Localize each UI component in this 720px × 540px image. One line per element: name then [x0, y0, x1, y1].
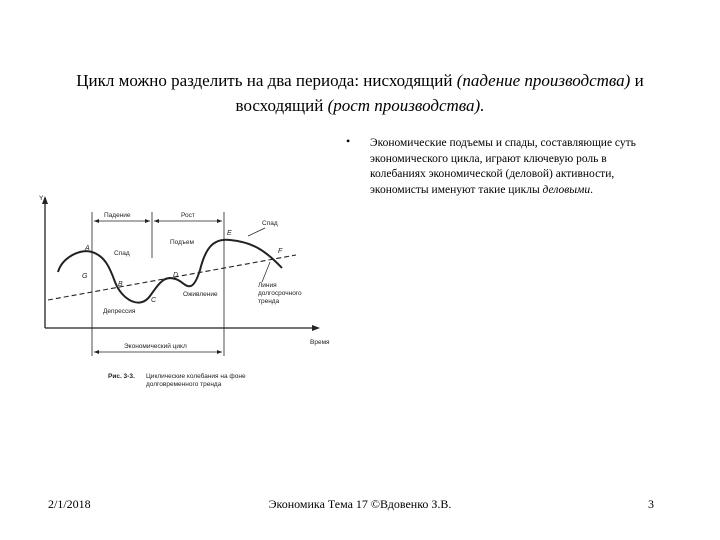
bullet-marker: •: [346, 134, 351, 148]
label-ozhivlenie: Оживление: [183, 291, 218, 298]
title-italic-1: (падение производства): [456, 71, 631, 90]
point-d: D: [173, 272, 179, 279]
point-c: C: [151, 297, 157, 304]
title-text-2: и восходящий: [235, 71, 644, 115]
phase-growth-label: Рост: [181, 212, 195, 219]
bullet-text-main: Экономические подъемы и спады, составляющие суть экономического цикла, играют ключевую роль в колебаниях экономической (деловой) активности, экономисты именуют такие циклы: [370, 137, 636, 196]
decline-arrow-head-l: [94, 219, 99, 223]
decline-arrow-head-r: [145, 219, 150, 223]
label-podyem: Подъем: [170, 239, 194, 246]
label-spad-left: Спад: [114, 250, 130, 257]
point-g: G: [82, 273, 88, 280]
label-trend-1: Линия: [258, 282, 277, 289]
point-a: A: [85, 245, 90, 252]
cycle-arrow-head-r: [217, 350, 222, 354]
y-axis-label: Y: [39, 195, 44, 202]
x-axis-arrow: [312, 325, 320, 331]
bullet-text-end: .: [590, 183, 593, 196]
caption-line-2: долговременного тренда: [146, 381, 222, 388]
caption-line-1: Циклические колебания на фоне: [146, 373, 246, 380]
label-spad-right: Спад: [262, 220, 278, 227]
growth-arrow-head-l: [154, 219, 159, 223]
growth-arrow-head-r: [217, 219, 222, 223]
phase-decline-label: Падение: [104, 212, 131, 219]
caption-num: Рис. 3-3.: [108, 373, 135, 380]
title-italic-2: (рост производства).: [327, 96, 485, 115]
pointer-spad-right: [248, 228, 265, 236]
pointer-trend: [262, 262, 270, 282]
bullet-text-italic: деловыми: [542, 183, 591, 196]
point-f: F: [278, 248, 283, 255]
footer-date: 2/1/2018: [48, 497, 91, 511]
footer-page-number: 3: [648, 497, 654, 511]
label-trend-3: тренда: [258, 298, 280, 305]
point-e: E: [227, 230, 232, 237]
footer-author: Экономика Тема 17 ©Вдовенко З.В.: [268, 497, 452, 511]
cycle-label: Экономический цикл: [124, 343, 187, 350]
cycle-arrow-head-l: [94, 350, 99, 354]
point-b: B: [118, 281, 123, 288]
label-trend-2: долгосрочного: [258, 290, 302, 297]
title-text-1: Цикл можно разделить на два периода: нисходящий: [76, 71, 457, 90]
x-axis-label: Время: [310, 339, 330, 346]
label-depressiya: Депрессия: [103, 308, 136, 315]
